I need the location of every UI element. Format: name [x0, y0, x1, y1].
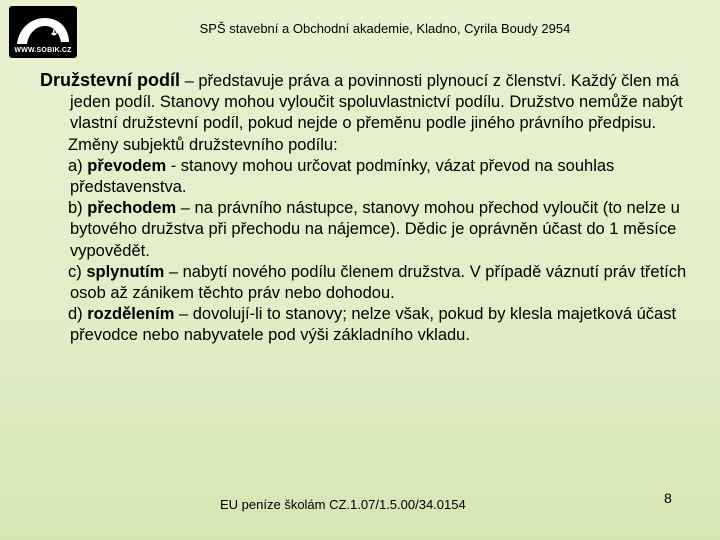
item-text: – nabytí nového podílu členem družstva. V případě váznutí práv třetích osob až zánikem těchto práv nebo dohodou.: [70, 262, 687, 303]
page-number: 8: [664, 490, 672, 506]
slide-content: [40, 70, 692, 347]
item-prefix: d): [68, 305, 88, 324]
item-text: – na právního nástupce, stanovy mohou přechod vyloučit (to nelze u bytového družstva při přechodu na nájemce). Dědic je oprávněn účast do 1 měsíce vypovědět.: [70, 199, 680, 260]
item-prefix: a): [68, 156, 88, 175]
school-logo: [9, 6, 77, 58]
slide-header: SPŠ stavební a Obchodní akademie, Kladno, Cyrila Boudy 2954: [199, 21, 571, 36]
logo-text: WWW.SOBIK.CZ: [14, 47, 72, 54]
list-item: [40, 262, 692, 304]
intro-paragraph: [40, 70, 692, 135]
slide-footer: EU peníze školám CZ.1.07/1.5.00/34.0154: [220, 497, 466, 512]
item-prefix: b): [68, 199, 88, 218]
item-term: splynutím: [86, 262, 165, 281]
list-item: [40, 198, 692, 262]
item-text: – dovolují-li to stanovy; nelze však, pokud by klesla majetková účast převodce nebo nabyvatele pod výši základního vkladu.: [70, 305, 677, 345]
intro-term: Družstevní podíl: [40, 70, 181, 90]
item-term: přechodem: [87, 199, 177, 218]
changes-heading: Změny subjektů družstevního podílu:: [68, 135, 338, 154]
item-term: rozdělením: [87, 305, 175, 324]
item-text: - stanovy mohou určovat podmínky, vázat převod na souhlas představenstva.: [70, 156, 615, 197]
list-item: [40, 304, 692, 346]
list-item: [40, 156, 692, 198]
item-prefix: c): [68, 262, 87, 281]
item-term: převodem: [87, 156, 167, 175]
intro-text: – představuje práva a povinnosti plynoucí z členství. Každý člen má jeden podíl. Stanovy mohou vyloučit spoluvlastnictví podílu. Družstvo nemůže nabýt vlastní družstevní podíl, pokud nejde o přeměnu podle jiného právního předpisu.: [70, 72, 683, 133]
